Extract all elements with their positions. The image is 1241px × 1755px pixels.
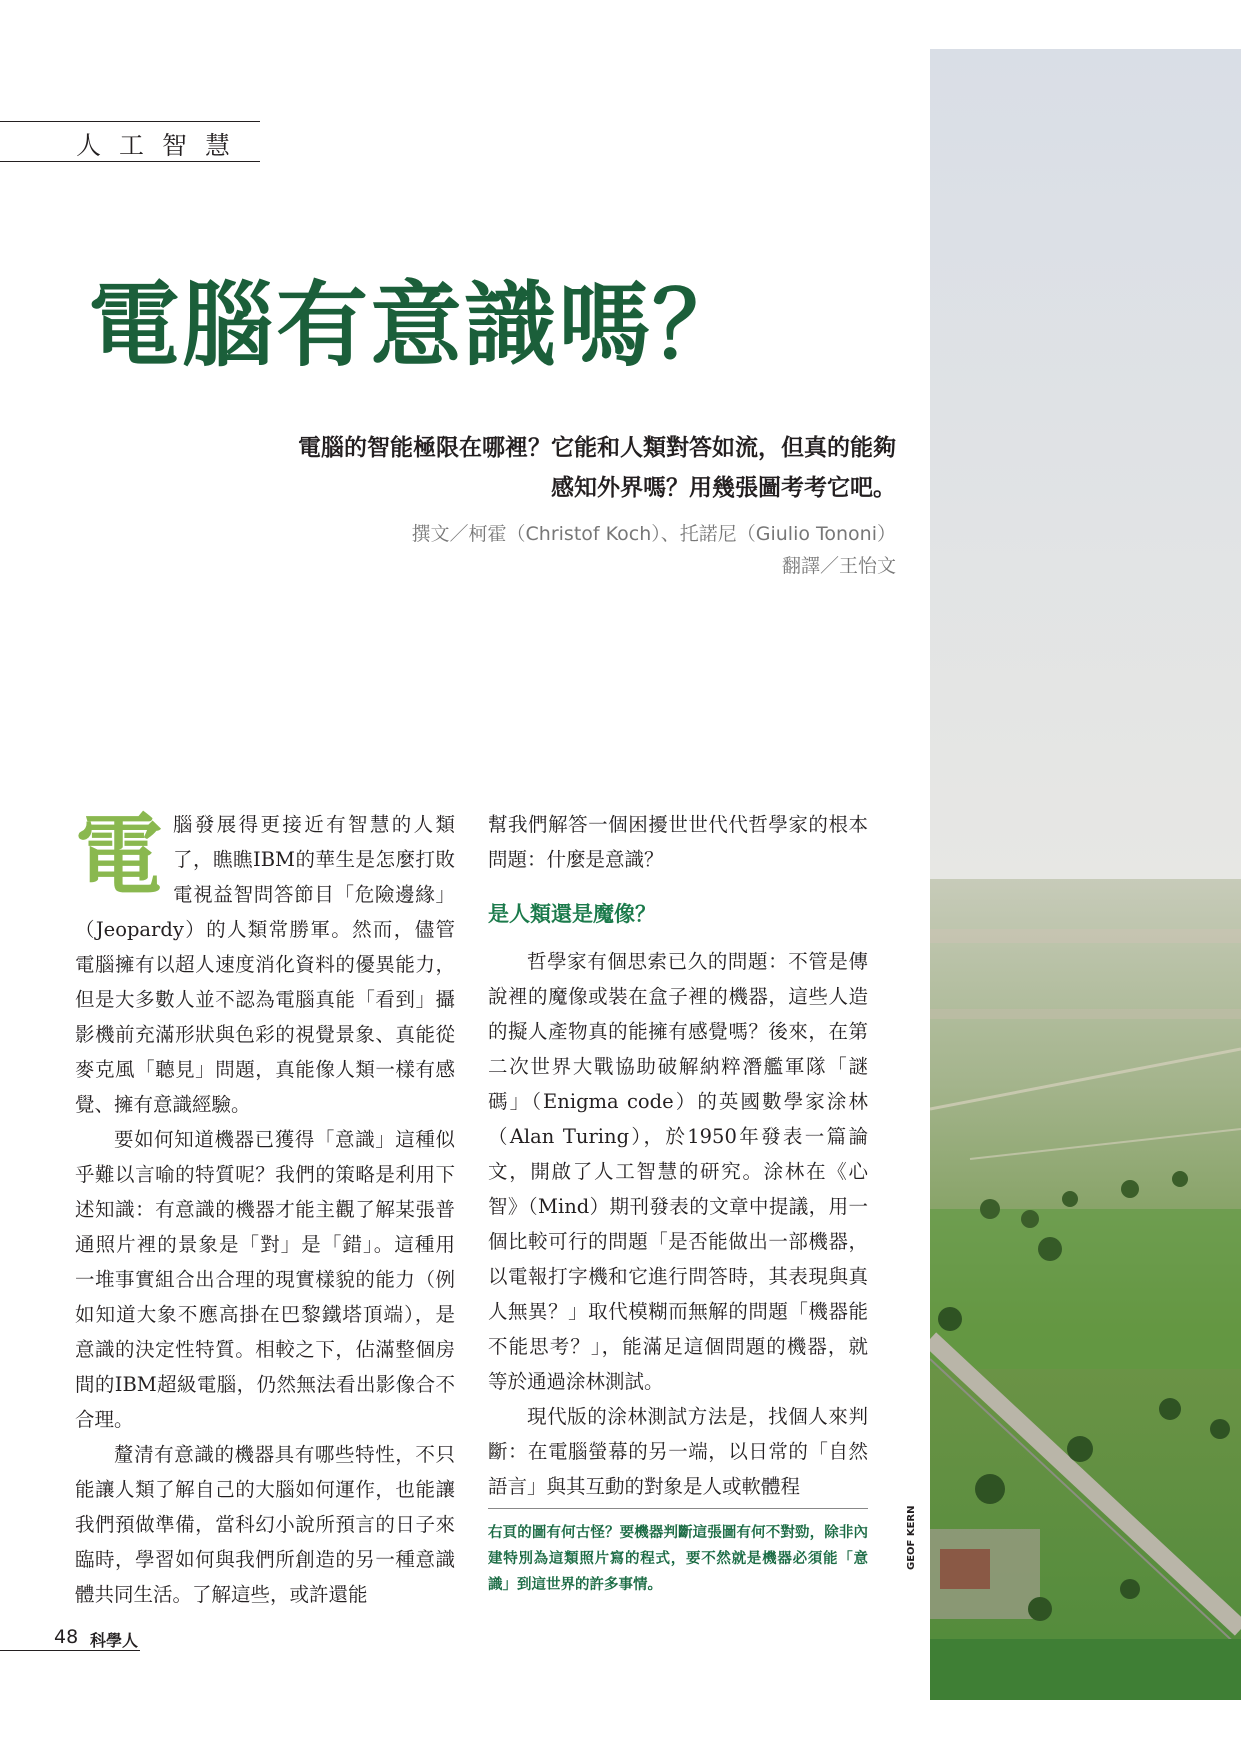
article-title: 電腦有意識嗎？ [88, 271, 747, 379]
byline [176, 518, 896, 582]
article-subtitle [176, 428, 896, 508]
magazine-name: 科學人 [90, 1631, 139, 1650]
body-column-left [75, 803, 455, 1612]
paragraph [75, 803, 455, 1122]
byline-translator: 翻譯／王怡文 [781, 555, 896, 577]
drop-cap: 電 [75, 803, 164, 907]
byline-authors: 撰文／柯霍（Christof Koch）、托諾尼（Giulio Tononi） [411, 523, 896, 545]
section-rule-top [0, 121, 260, 122]
photo-credit: GEOF KERN [906, 1505, 917, 1570]
section-subhead: 是人類還是魔像？ [488, 902, 656, 926]
subtitle-line-1: 電腦的智能極限在哪裡？它能和人類對答如流，但真的能夠 [298, 434, 896, 461]
body-column-right [488, 807, 868, 1504]
paragraph: 哲學家有個思索已久的問題：不管是傳說裡的魔像或裝在盒子裡的機器，這些人造的擬人產物真的能擁有感覺嗎？後來，在第二次世界大戰協助破解納粹潛艦軍隊「謎碼」（Enigma code）的英國數學家涂林（Alan Turing），於1950年發表一篇論文，開啟了人工智慧的研究。涂林在《心智》（Mind）期刊發表的文章中提議，用一個比較可行的問題「是否能做出一部機器，以電報打字機和它進行問答時，其表現與真人無異？」取代模糊而無解的問題「機器能不能思考？」，能滿足這個問題的機器，就等於通過涂林測試。 [488, 950, 868, 1393]
figure-caption: 右頁的圖有何古怪？要機器判斷這張圖有何不對勁，除非內建特別為這類照片寫的程式，要不然就是機器必須能「意識」到這世界的許多事情。 [488, 1525, 868, 1593]
paragraph: 現代版的涂林測試方法是，找個人來判斷：在電腦螢幕的另一端，以日常的「自然語言」與其互動的對象是人或軟體程 [488, 1405, 868, 1498]
paragraph: 釐清有意識的機器具有哪些特性，不只能讓人類了解自己的大腦如何運作，也能讓我們預做準備，當科幻小說所預言的日子來臨時，學習如何與我們所創造的另一種意識體共同生活。了解這些，或許還能 [75, 1443, 455, 1606]
caption-rule [488, 1508, 868, 1509]
paragraph: 幫我們解答一個困擾世世代代哲學家的根本問題：什麼是意識？ [488, 813, 868, 871]
paragraph: 要如何知道機器已獲得「意識」這種似乎難以言喻的特質呢？我們的策略是利用下述知識：有意識的機器才能主觀了解某張普通照片裡的景象是「對」是「錯」。這種用一堆事實組合出合理的現實樣貌的能力（例如知道大象不應高掛在巴黎鐵塔頂端），是意識的決定性特質。相較之下，佔滿整個房間的IBM超級電腦，仍然無法看出影像合不合理。 [75, 1128, 455, 1431]
aerial-farmland-photo [930, 49, 1241, 1700]
section-rule-bottom [0, 161, 260, 162]
paragraph-text: 腦發展得更接近有智慧的人類了，瞧瞧IBM的華生是怎麼打敗電視益智問答節目「危險邊緣」（Jeopardy）的人類常勝軍。然而，儘管電腦擁有以超人速度消化資料的優異能力，但是大多數人並不認為電腦真能「看到」攝影機前充滿形狀與色彩的視覺景象、真能從麥克風「聽見」問題，真能像人類一樣有感覺、擁有意識經驗。 [75, 813, 455, 1116]
section-label: 人工智慧 [76, 131, 249, 160]
subtitle-line-2: 感知外界嗎？用幾張圖考考它吧。 [551, 474, 896, 501]
page-number: 48 [54, 1626, 79, 1648]
